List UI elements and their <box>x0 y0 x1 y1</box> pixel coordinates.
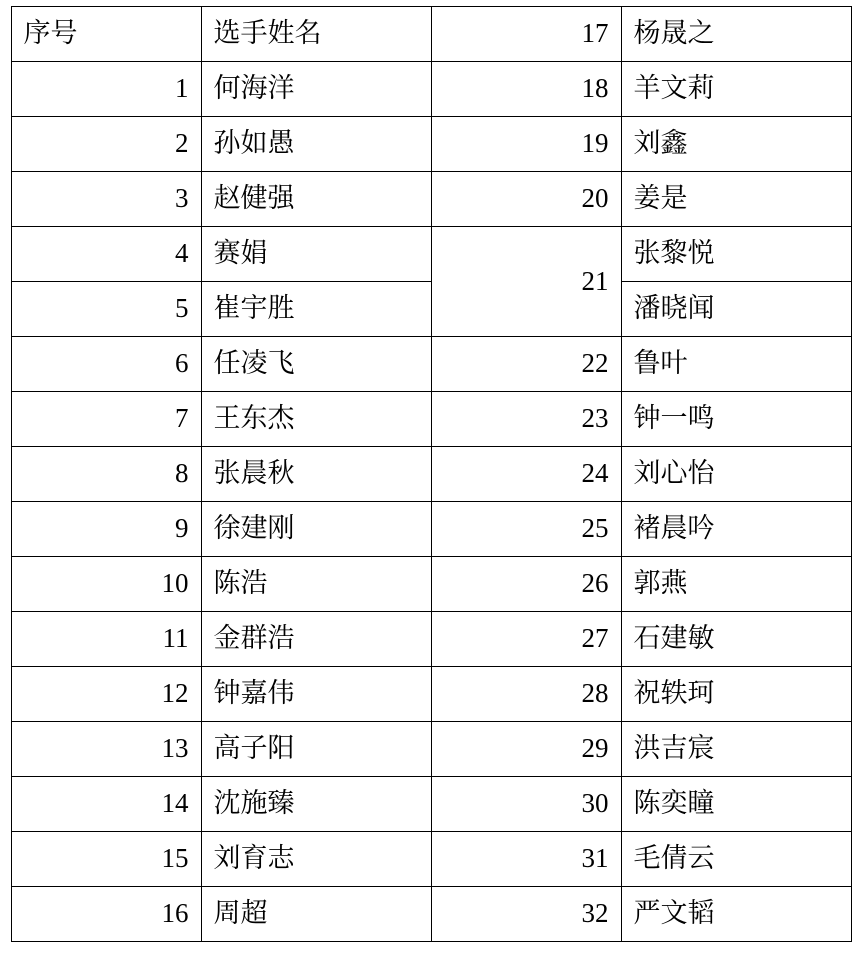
table-row <box>11 62 851 117</box>
cell-index-right-merged: 21 <box>431 227 621 337</box>
cell-index-right: 20 <box>431 172 621 227</box>
table-row <box>11 667 851 722</box>
cell-name-left: 沈施臻 <box>201 777 431 832</box>
table-row <box>11 777 851 832</box>
cell-name-left: 崔宇胜 <box>201 282 431 337</box>
cell-index-right: 18 <box>431 62 621 117</box>
cell-index-right: 24 <box>431 447 621 502</box>
cell-name-right: 张黎悦 <box>621 227 851 282</box>
cell-index-right: 32 <box>431 887 621 942</box>
cell-index-right: 26 <box>431 557 621 612</box>
cell-index-left: 16 <box>11 887 201 942</box>
cell-index-right: 31 <box>431 832 621 887</box>
header-name-left: 选手姓名 <box>201 7 431 62</box>
cell-name-right: 石建敏 <box>621 612 851 667</box>
cell-index-left: 2 <box>11 117 201 172</box>
cell-index-right: 23 <box>431 392 621 447</box>
cell-index-left: 4 <box>11 227 201 282</box>
table-row <box>11 392 851 447</box>
cell-index-right: 27 <box>431 612 621 667</box>
cell-name-left: 陈浩 <box>201 557 431 612</box>
cell-name-left: 赵健强 <box>201 172 431 227</box>
cell-name-left: 何海洋 <box>201 62 431 117</box>
table-row <box>11 887 851 942</box>
cell-name-left: 张晨秋 <box>201 447 431 502</box>
cell-index-left: 11 <box>11 612 201 667</box>
cell-index-left: 10 <box>11 557 201 612</box>
cell-index-right: 19 <box>431 117 621 172</box>
cell-name-right: 刘心怡 <box>621 447 851 502</box>
cell-index-right: 28 <box>431 667 621 722</box>
cell-index-right: 29 <box>431 722 621 777</box>
cell-name-left: 孙如愚 <box>201 117 431 172</box>
table-row <box>11 117 851 172</box>
cell-name-left: 王东杰 <box>201 392 431 447</box>
cell-name-left: 徐建刚 <box>201 502 431 557</box>
table-row <box>11 227 851 282</box>
cell-index-left: 9 <box>11 502 201 557</box>
table-row <box>11 502 851 557</box>
table-row <box>11 447 851 502</box>
cell-name-right: 严文韬 <box>621 887 851 942</box>
cell-index-left: 15 <box>11 832 201 887</box>
cell-name-right: 郭燕 <box>621 557 851 612</box>
cell-index-left: 8 <box>11 447 201 502</box>
table-row <box>11 337 851 392</box>
cell-name-left: 钟嘉伟 <box>201 667 431 722</box>
cell-name-right: 洪吉宸 <box>621 722 851 777</box>
cell-index-left: 6 <box>11 337 201 392</box>
cell-name-right: 祝轶珂 <box>621 667 851 722</box>
cell-name-left: 周超 <box>201 887 431 942</box>
cell-index-left: 5 <box>11 282 201 337</box>
cell-name-left: 任凌飞 <box>201 337 431 392</box>
table-header-row <box>11 7 851 62</box>
table-body <box>11 7 851 942</box>
cell-name-right: 羊文莉 <box>621 62 851 117</box>
cell-name-right: 姜是 <box>621 172 851 227</box>
cell-name-right: 陈奕瞳 <box>621 777 851 832</box>
cell-name-left: 赛娟 <box>201 227 431 282</box>
cell-name-right: 钟一鸣 <box>621 392 851 447</box>
cell-index-left: 7 <box>11 392 201 447</box>
competitor-roster-table <box>11 6 852 942</box>
cell-index-left: 14 <box>11 777 201 832</box>
cell-name-left: 刘育志 <box>201 832 431 887</box>
cell-index-right: 25 <box>431 502 621 557</box>
header-index-left: 序号 <box>11 7 201 62</box>
cell-index-right: 22 <box>431 337 621 392</box>
cell-name-left: 高子阳 <box>201 722 431 777</box>
table-row <box>11 832 851 887</box>
cell-index-left: 12 <box>11 667 201 722</box>
table-row <box>11 722 851 777</box>
table-row <box>11 557 851 612</box>
table-row <box>11 172 851 227</box>
cell-name-left: 金群浩 <box>201 612 431 667</box>
cell-name-right: 褚晨吟 <box>621 502 851 557</box>
cell-index-right: 30 <box>431 777 621 832</box>
cell-name-right: 杨晟之 <box>621 7 851 62</box>
cell-name-right: 刘鑫 <box>621 117 851 172</box>
cell-name-right-secondary: 潘晓闻 <box>621 282 851 337</box>
cell-index-right: 17 <box>431 7 621 62</box>
cell-name-right: 毛倩云 <box>621 832 851 887</box>
cell-name-right: 鲁叶 <box>621 337 851 392</box>
cell-index-left: 1 <box>11 62 201 117</box>
table-row <box>11 612 851 667</box>
cell-index-left: 3 <box>11 172 201 227</box>
cell-index-left: 13 <box>11 722 201 777</box>
